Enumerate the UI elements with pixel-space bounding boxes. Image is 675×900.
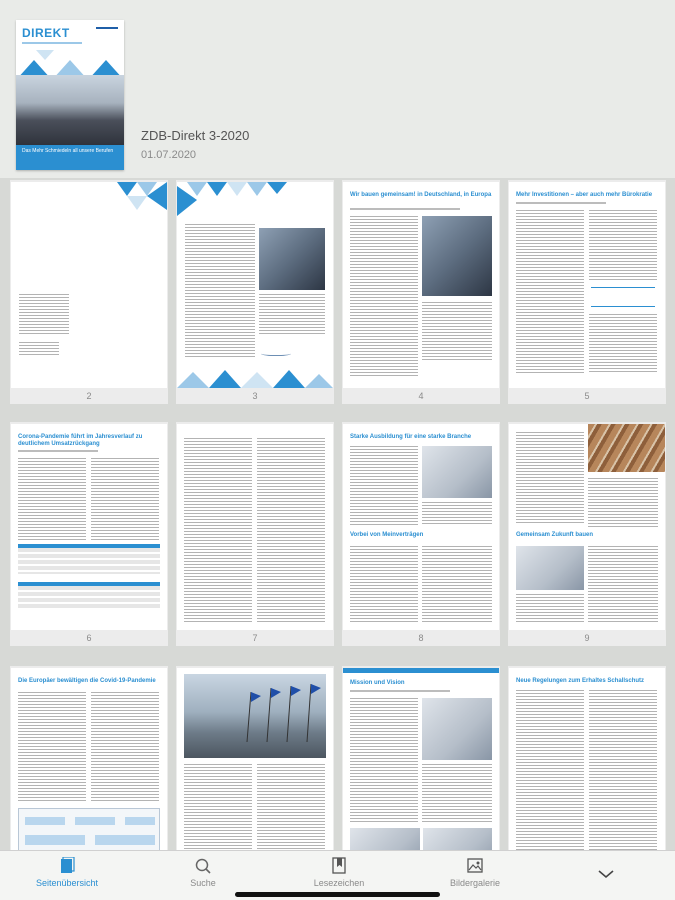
cover-headline: Das Mehr Schmiedeln all unsere Berufen — [22, 148, 114, 154]
flags-illustration — [237, 682, 322, 742]
text-block — [422, 764, 492, 822]
article-title-secondary: Gemeinsam Zukunft bauen — [516, 532, 594, 538]
page-number: 9 — [584, 633, 590, 643]
page-preview — [177, 668, 333, 874]
issue-cover[interactable] — [16, 20, 124, 170]
text-block — [422, 302, 492, 362]
search-icon — [193, 857, 213, 875]
article-photo — [422, 698, 492, 760]
text-block — [589, 314, 657, 374]
article-subtitle — [350, 690, 450, 692]
article-title-secondary: Vorbei von Meinverträgen — [350, 532, 424, 538]
article-title: Neue Regelungen zum Erhaltes Schallschutz — [516, 678, 645, 684]
page-number: 4 — [418, 391, 424, 401]
page-row — [8, 178, 668, 422]
diagram-box — [75, 817, 115, 825]
text-block — [589, 690, 657, 860]
text-block — [18, 692, 86, 802]
cover-photo — [16, 75, 124, 145]
diagram-box — [95, 835, 155, 845]
text-block — [91, 458, 159, 540]
text-block — [588, 546, 658, 624]
page-thumbnail[interactable] — [176, 422, 334, 646]
page-thumbnail[interactable] — [342, 180, 500, 404]
page-thumbnail[interactable] — [176, 180, 334, 404]
page-number: 3 — [252, 391, 258, 401]
tab-page-overview[interactable] — [2, 857, 132, 888]
page-number: 7 — [252, 633, 258, 643]
portrait-photo — [259, 228, 325, 290]
page-preview — [343, 424, 499, 630]
article-photo — [422, 446, 492, 498]
page-preview — [343, 182, 499, 388]
page-grid — [8, 178, 668, 900]
tab-search[interactable] — [138, 857, 268, 888]
page-topbar — [343, 668, 499, 673]
text-block — [350, 216, 418, 376]
article-title: Mission und Vision — [350, 680, 405, 686]
text-block — [350, 546, 418, 624]
tab-label: Bildergalerie — [449, 878, 501, 888]
text-block — [91, 692, 159, 802]
tab-gallery[interactable] — [410, 857, 540, 888]
chevron-down-icon — [596, 867, 616, 885]
article-subtitle — [18, 450, 98, 452]
tab-bookmarks[interactable] — [274, 857, 404, 888]
gallery-icon — [465, 857, 485, 875]
page-thumbnail[interactable] — [342, 422, 500, 646]
data-table — [18, 582, 160, 608]
text-block — [185, 224, 255, 359]
issue-date: 01.07.2020 — [141, 149, 197, 161]
article-photo — [588, 424, 665, 472]
tab-label: Suche — [190, 878, 216, 888]
diagram-box — [25, 835, 85, 845]
text-block — [588, 478, 658, 528]
page-number: 2 — [86, 391, 92, 401]
page-preview — [509, 668, 665, 874]
text-block — [19, 342, 59, 356]
cover-logo — [96, 27, 118, 37]
page-decoration-triangles — [177, 364, 333, 388]
cover-masthead: DIREKT — [22, 26, 70, 40]
page-preview — [343, 668, 499, 874]
text-block — [516, 432, 584, 524]
article-photo — [516, 546, 584, 590]
text-block — [422, 502, 492, 526]
text-block — [350, 698, 418, 823]
portrait-photo — [422, 216, 492, 296]
home-indicator[interactable] — [235, 892, 440, 897]
article-title: Wir bauen gemeinsam! in Deutschland, in Europa — [350, 192, 492, 198]
article-title: Corona-Pandemie führt im Jahresverlauf zu deutlichem Umsatzrückgang — [18, 434, 143, 447]
text-block — [422, 546, 492, 624]
page-number: 5 — [584, 391, 590, 401]
page-thumbnail[interactable] — [10, 180, 168, 404]
page-preview — [11, 424, 167, 630]
page-row — [8, 422, 668, 666]
page-preview — [509, 182, 665, 388]
diagram-box — [125, 817, 155, 825]
tab-label: Lesezeichen — [313, 878, 365, 888]
text-block — [516, 690, 584, 860]
page-thumbnail[interactable] — [10, 422, 168, 646]
text-block — [350, 446, 418, 526]
page-number: 6 — [86, 633, 92, 643]
bookmark-icon — [329, 857, 349, 875]
article-title: Mehr Investitionen – aber auch mehr Bürokratie — [516, 192, 653, 198]
page-preview — [177, 424, 333, 630]
text-block — [589, 210, 657, 280]
text-block — [259, 294, 325, 334]
text-block — [184, 438, 252, 623]
text-block — [516, 594, 584, 624]
page-thumbnail[interactable] — [508, 422, 666, 646]
page-preview — [11, 182, 167, 388]
issue-header — [0, 0, 675, 178]
tab-label: Seitenübersicht — [35, 878, 99, 888]
page-number: 8 — [418, 633, 424, 643]
page-preview — [11, 668, 167, 874]
collapse-button[interactable] — [546, 857, 666, 885]
text-block — [257, 438, 325, 623]
page-decoration-triangles — [87, 182, 167, 212]
article-title: Die Europäer bewältigen die Covid-19-Pandemie — [18, 678, 156, 684]
text-block — [18, 458, 86, 540]
issue-meta — [141, 128, 249, 161]
diagram-box — [25, 817, 65, 825]
cover-subline — [22, 42, 82, 44]
data-table — [18, 544, 160, 574]
article-subtitle — [350, 208, 460, 210]
issue-title: ZDB-Direkt 3-2020 — [141, 128, 250, 143]
page-decoration-triangles — [177, 182, 297, 216]
pages-icon — [57, 857, 77, 875]
page-preview — [177, 182, 333, 388]
page-thumbnail[interactable] — [508, 180, 666, 404]
text-block — [19, 294, 69, 336]
page-preview — [509, 424, 665, 630]
pull-quote — [591, 287, 655, 307]
signature — [261, 350, 291, 356]
article-subtitle — [516, 202, 606, 204]
article-title: Starke Ausbildung für eine starke Branche — [350, 434, 472, 440]
text-block — [516, 210, 584, 375]
